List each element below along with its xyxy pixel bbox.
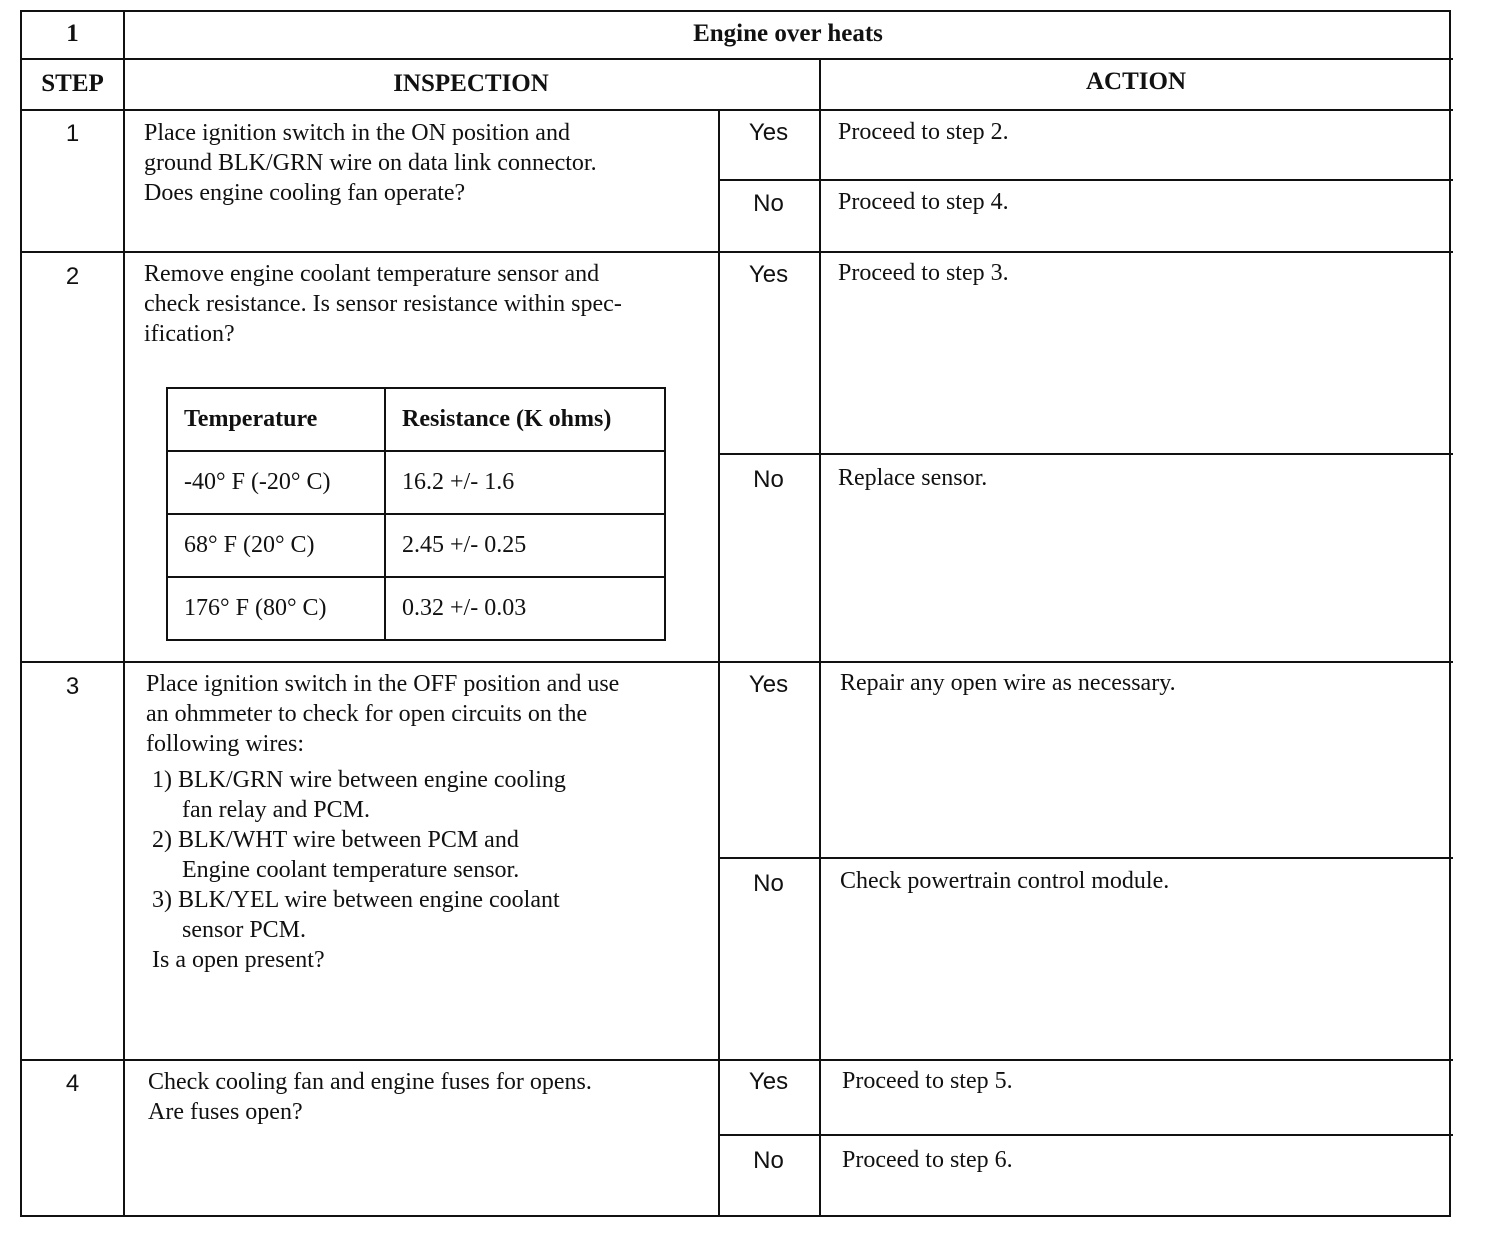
no-label: No [753, 466, 784, 493]
no-label: No [753, 190, 784, 217]
spec-resistance: 16.2 +/- 1.6 [385, 451, 665, 514]
wire-check-line: 3) BLK/YEL wire between engine coolant [152, 887, 560, 913]
wire-check-item [146, 825, 716, 885]
inspection-line: Check cooling fan and engine fuses for opens. [148, 1069, 592, 1095]
wire-check-line: 1) BLK/GRN wire between engine cooling [152, 767, 566, 793]
yes-action: Repair any open wire as necessary. [840, 670, 1176, 696]
spec-temperature: 176° F (80° C) [167, 577, 385, 640]
rule-step4-yesno [718, 1134, 1453, 1136]
spec-header-temperature: Temperature [167, 388, 385, 451]
inspection-line: Place ignition switch in the ON position and [144, 120, 570, 146]
yes-label: Yes [748, 1068, 789, 1095]
rule-step3-yesno [718, 857, 1453, 859]
no-label: No [753, 1147, 784, 1174]
spec-temperature: -40° F (-20° C) [167, 451, 385, 514]
yes-action: Proceed to step 2. [838, 119, 1009, 145]
step-inspection [146, 669, 716, 975]
inspection-line: Place ignition switch in the OFF position and use [146, 671, 620, 697]
yes-action: Proceed to step 5. [842, 1068, 1013, 1094]
wire-check-line: 2) BLK/WHT wire between PCM and [152, 827, 519, 853]
wire-check-line: sensor PCM. [182, 917, 307, 943]
step-inspection [144, 118, 714, 208]
step-inspection [148, 1067, 718, 1127]
inspection-line: ground BLK/GRN wire on data link connector. [144, 150, 597, 176]
inspection-line: Does engine cooling fan operate? [144, 180, 466, 206]
rule-step1-yesno [718, 179, 1453, 181]
spec-resistance: 0.32 +/- 0.03 [385, 577, 665, 640]
column-header-action: ACTION [1085, 68, 1186, 95]
yes-action: Proceed to step 3. [838, 260, 1009, 286]
wire-check-item [146, 885, 716, 945]
diagnostic-table [20, 10, 1451, 1217]
rule-step1-bottom [22, 251, 1453, 253]
rule-step2-yesno [718, 453, 1453, 455]
step-number: 1 [65, 120, 80, 147]
wire-check-line: Engine coolant temperature sensor. [182, 857, 520, 883]
no-action: Proceed to step 6. [842, 1147, 1013, 1173]
column-header-inspection: INSPECTION [393, 70, 549, 97]
table-row [167, 451, 665, 514]
spec-resistance: 2.45 +/- 0.25 [385, 514, 665, 577]
rule-header-bottom [22, 109, 1453, 111]
step-number: 3 [65, 673, 80, 700]
section-title: Engine over heats [693, 20, 883, 47]
yes-label: Yes [748, 671, 789, 698]
no-label: No [753, 870, 784, 897]
wire-check-item [146, 765, 716, 825]
rule-step-col [123, 12, 125, 1217]
no-action: Proceed to step 4. [838, 189, 1009, 215]
inspection-line: Remove engine coolant temperature sensor and [144, 261, 600, 287]
section-number: 1 [66, 20, 79, 47]
column-header-step: STEP [41, 70, 104, 97]
inspection-line: an ohmmeter to check for open circuits on the [146, 701, 588, 727]
wire-check-line: fan relay and PCM. [182, 797, 370, 823]
no-action: Replace sensor. [838, 465, 988, 491]
inspection-question: Is a open present? [152, 947, 325, 973]
rule-step3-bottom [22, 1059, 1453, 1061]
inspection-line: ification? [144, 321, 235, 347]
rule-title-bottom [22, 58, 1453, 60]
table-row [167, 577, 665, 640]
step-number: 4 [65, 1070, 80, 1097]
inspection-line: following wires: [146, 731, 304, 757]
inspection-line: check resistance. Is sensor resistance within spec- [144, 291, 622, 317]
step-number: 2 [65, 263, 80, 290]
rule-step2-bottom [22, 661, 1453, 663]
yes-label: Yes [748, 261, 789, 288]
step-inspection [144, 259, 714, 349]
inspection-line: Are fuses open? [148, 1099, 303, 1125]
table-row [167, 514, 665, 577]
resistance-spec-table [166, 387, 666, 641]
spec-temperature: 68° F (20° C) [167, 514, 385, 577]
spec-table-header-row [167, 388, 665, 451]
spec-header-resistance: Resistance (K ohms) [385, 388, 665, 451]
no-action: Check powertrain control module. [840, 868, 1170, 894]
rule-action-col [819, 58, 821, 1217]
yes-label: Yes [748, 119, 789, 146]
